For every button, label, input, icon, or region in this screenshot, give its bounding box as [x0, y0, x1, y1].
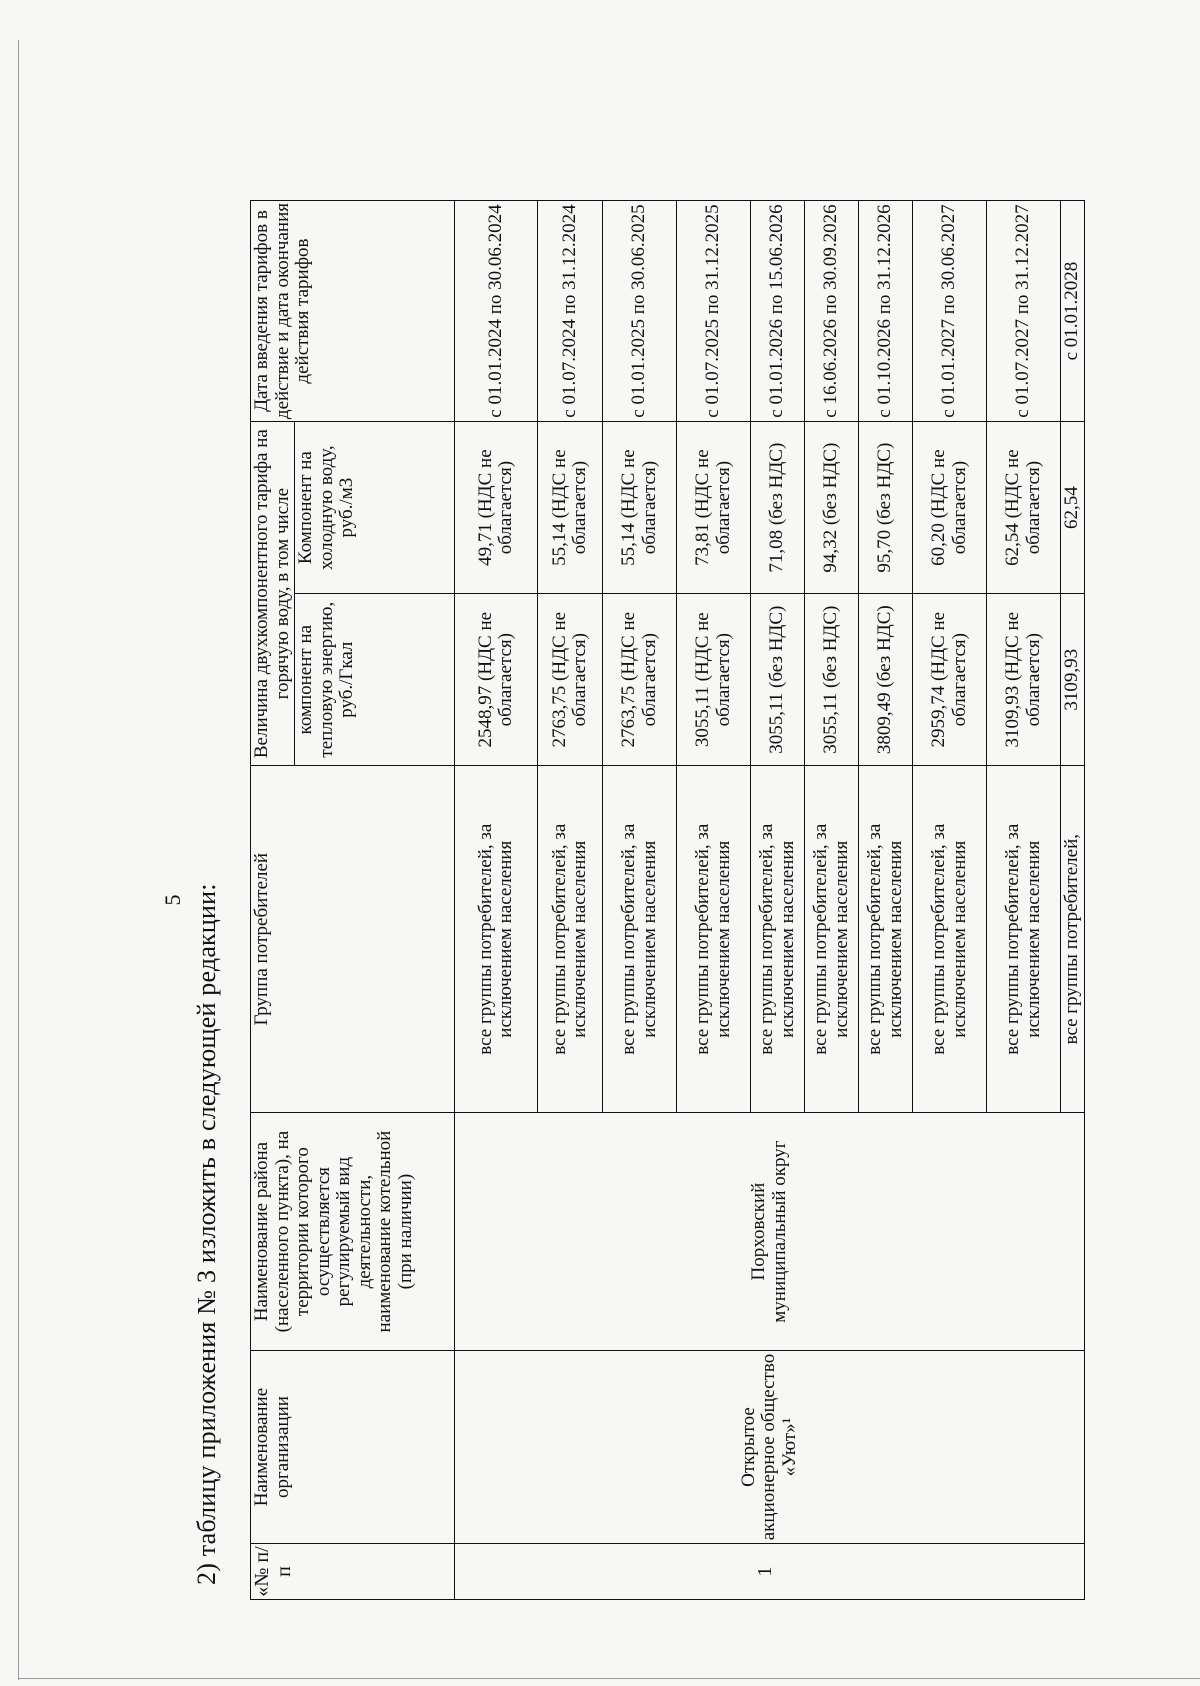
tariff-table	[250, 200, 1085, 1600]
header-area: Наименование района (населенного пункта), на территории которого осуществляется регулируемый вид деятельности, наименование котельной (при наличии)	[251, 1113, 455, 1351]
consumer-group: все группы потребителей, за исключением населения	[751, 766, 805, 1113]
header-consumer-group: Группа потребителей	[251, 766, 455, 1113]
consumer-group: все группы потребителей, за исключением населения	[913, 766, 987, 1113]
consumer-group: все группы потребителей, за исключением населения	[538, 766, 603, 1113]
consumer-group: все группы потребителей, за исключением населения	[805, 766, 859, 1113]
water-component-value: 55,14 (НДС не облагается)	[538, 422, 603, 594]
header-tariff: Величина двухкомпонентного тарифа на горячую воду, в том числе	[251, 422, 295, 766]
heat-component-value: 2763,75 (НДС не облагается)	[603, 594, 677, 766]
water-component-value: 94,32 (без НДС)	[805, 422, 859, 594]
heat-component-value: 2763,75 (НДС не облагается)	[538, 594, 603, 766]
heat-component-value: 2959,74 (НДС не облагается)	[913, 594, 987, 766]
heat-component-value: 3109,93 (НДС не облагается)	[987, 594, 1061, 766]
consumer-group: все группы потребителей, за исключением населения	[987, 766, 1061, 1113]
tariff-dates: с 01.01.2026 по 15.06.2026	[751, 201, 805, 422]
heat-component-value: 3109,93	[1061, 594, 1085, 766]
water-component-value: 73,81 (НДС не облагается)	[677, 422, 751, 594]
header-organization: Наименование организации	[251, 1351, 455, 1544]
tariff-dates: с 01.07.2024 по 31.12.2024	[538, 201, 603, 422]
table-row	[455, 201, 538, 1600]
tariff-dates: с 01.07.2027 по 31.12.2027	[987, 201, 1061, 422]
tariff-dates: с 16.06.2026 по 30.09.2026	[805, 201, 859, 422]
header-dates: Дата введения тарифов в действие и дата окончания действия тарифов	[251, 201, 455, 422]
water-component-value: 62,54	[1061, 422, 1085, 594]
consumer-group: все группы потребителей,	[1061, 766, 1085, 1113]
water-component-value: 60,20 (НДС не облагается)	[913, 422, 987, 594]
header-water-component: Компонент на холодную воду, руб./м3	[295, 422, 455, 594]
tariff-dates: с 01.01.2028	[1061, 201, 1085, 422]
consumer-group: все группы потребителей, за исключением населения	[677, 766, 751, 1113]
consumer-group: все группы потребителей, за исключением населения	[455, 766, 538, 1113]
tariff-dates: с 01.01.2025 по 30.06.2025	[603, 201, 677, 422]
consumer-group: все группы потребителей, за исключением населения	[859, 766, 913, 1113]
water-component-value: 49,71 (НДС не облагается)	[455, 422, 538, 594]
tariff-dates: с 01.07.2025 по 31.12.2025	[677, 201, 751, 422]
page-number: 5	[160, 894, 185, 906]
tariff-dates: с 01.01.2027 по 30.06.2027	[913, 201, 987, 422]
area-name: Порховский муниципальный округ	[455, 1113, 1085, 1351]
water-component-value: 62,54 (НДС не облагается)	[987, 422, 1061, 594]
paper-edge-left	[18, 40, 19, 1680]
heat-component-value: 2548,97 (НДС не облагается)	[455, 594, 538, 766]
consumer-group: все группы потребителей, за исключением населения	[603, 766, 677, 1113]
heat-component-value: 3055,11 (без НДС)	[751, 594, 805, 766]
header-heat-component: компонент на тепловую энергию, руб./Гкал	[295, 594, 455, 766]
header-number: «№ п/п	[251, 1544, 455, 1600]
section-heading: 2) таблицу приложения № 3 изложить в следующей редакции:	[192, 883, 221, 1585]
water-component-value: 71,08 (без НДС)	[751, 422, 805, 594]
row-number: 1	[455, 1544, 1085, 1600]
table-header-row	[251, 201, 295, 1600]
heat-component-value: 3055,11 (НДС не облагается)	[677, 594, 751, 766]
paper-edge-bottom	[18, 1678, 1200, 1679]
heat-component-value: 3809,49 (без НДС)	[859, 594, 913, 766]
tariff-dates: с 01.01.2024 по 30.06.2024	[455, 201, 538, 422]
heat-component-value: 3055,11 (без НДС)	[805, 594, 859, 766]
rotated-page	[150, 200, 1083, 1600]
water-component-value: 95,70 (без НДС)	[859, 422, 913, 594]
organization-name: Открытое акционерное общество «Уют»¹	[455, 1351, 1085, 1544]
water-component-value: 55,14 (НДС не облагается)	[603, 422, 677, 594]
tariff-dates: с 01.10.2026 по 31.12.2026	[859, 201, 913, 422]
